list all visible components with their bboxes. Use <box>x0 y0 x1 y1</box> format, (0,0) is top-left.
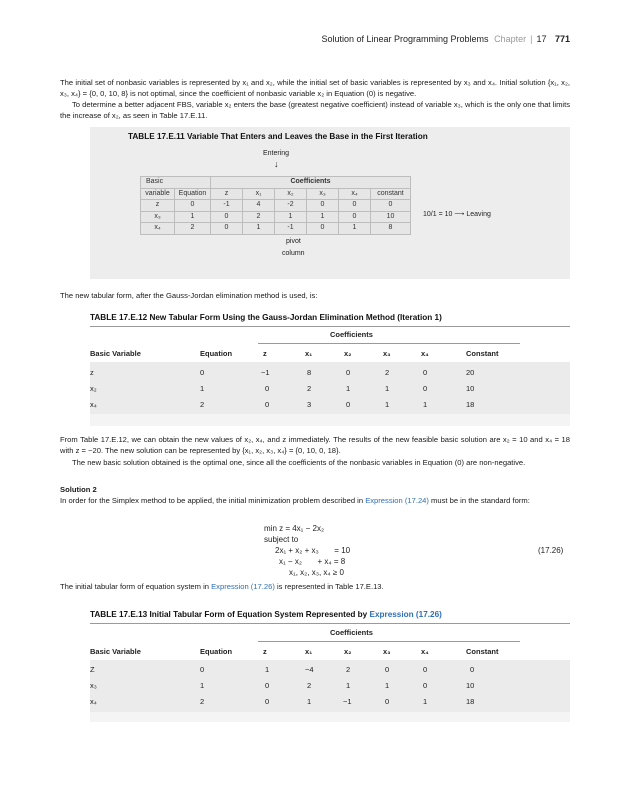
table-13-top-rule <box>90 623 570 624</box>
table-row <box>141 211 411 223</box>
table-11-cell: -1 <box>275 223 307 235</box>
table-12-title: TABLE 17.E.12 New Tabular Form Using the Gauss-Jordan Elimination Method (Iteration 1) <box>90 313 442 322</box>
table-11-title: TABLE 17.E.11 Variable That Enters and Leaves the Base in the First Iteration <box>128 132 428 141</box>
table-12-footer-strip <box>90 414 570 426</box>
table-13-header: x₄ <box>421 647 429 656</box>
table-13-cell: 18 <box>466 697 475 706</box>
table-13-header: Equation <box>200 647 233 656</box>
header-title: Solution of Linear Programming Problems <box>321 34 489 44</box>
leaving-label: Leaving <box>466 211 491 218</box>
paragraph-optimal: The new basic solution obtained is the optimal one, since all the coefficients of the nonbasic variables in Equation (0) are non-negative. <box>72 458 526 467</box>
table-12-coefficients-label: Coefficients <box>330 330 373 339</box>
table-12-cell: 1 <box>385 400 390 409</box>
table-13-cell: 0 <box>470 665 475 674</box>
table-11-cell: 1 <box>243 223 275 235</box>
table-12-header: x₄ <box>421 349 429 358</box>
table-12-cell: 1 <box>385 384 390 393</box>
table-11-cell: 1 <box>175 211 211 223</box>
table-11-basic-label: Basic <box>141 177 211 189</box>
table-13-cell: x₃ <box>90 681 97 690</box>
table-13-cell: 0 <box>423 665 428 674</box>
paragraph-nonbasic: The initial set of nonbasic variables is represented by x₁ and x₂, while the initial set of basic variables is represented by x₃ and x₄. Initial solution {x₁, x₂, x₃, x₄} = {0, 0, 10, 8} is not optimal, since the coefficient of nonbasic variable x₂ in Equation (0) is negative. <box>60 78 570 98</box>
table-12-cell: 18 <box>466 400 475 409</box>
table-12-cell: x₂ <box>90 384 97 393</box>
table-11-header: variable <box>141 188 175 200</box>
table-12-header: x₂ <box>344 349 352 358</box>
table-12-cell: 2 <box>307 384 312 393</box>
table-12-cell: 0 <box>346 368 351 377</box>
table-13-cell: −4 <box>305 665 314 674</box>
solution-2-heading: Solution 2 <box>60 485 97 494</box>
paragraph-entering: To determine a better adjacent FBS, variable x₂ enters the base (greatest negative coefficient) instead of variable x₃, which is the only one that limits the increase of x₂, as seen in Table 17.E.11. <box>60 100 570 120</box>
table-11-cell: 1 <box>275 211 307 223</box>
table-13-cell: 2 <box>200 697 205 706</box>
table-11-coefficients-label: Coefficients <box>211 177 411 189</box>
table-11-cell: -1 <box>211 200 243 212</box>
expression-17-24-link[interactable]: Expression (17.24) <box>365 496 429 505</box>
paragraph-initial-tabular <box>60 581 570 592</box>
table-11-cell: 0 <box>339 211 371 223</box>
table-11-cell: 0 <box>175 200 211 212</box>
table-13-cell: 1 <box>423 697 428 706</box>
table-12-header: Constant <box>466 349 499 358</box>
table-13-cell: 0 <box>423 681 428 690</box>
table-11-header: constant <box>371 188 411 200</box>
table-12-cell: 2 <box>200 400 205 409</box>
table-13-cell: 1 <box>265 665 270 674</box>
table-12-cell: x₄ <box>90 400 97 409</box>
table-12-cell: 0 <box>423 384 428 393</box>
table-11-cell: -2 <box>275 200 307 212</box>
table-12-header: Basic Variable <box>90 349 141 358</box>
table-12-cell: 0 <box>265 400 270 409</box>
paragraph-text: The initial tabular form of equation system in <box>60 582 212 591</box>
paragraph-new-tabular: The new tabular form, after the Gauss-Jordan elimination method is used, is: <box>60 291 318 300</box>
table-11-header: z <box>211 188 243 200</box>
table-13-cell: 1 <box>346 681 351 690</box>
header-chapter-number: 17 <box>536 34 547 44</box>
table-12-cell: −1 <box>261 368 270 377</box>
equation-number: (17.26) <box>538 546 564 555</box>
running-header <box>321 33 570 46</box>
table-11-cell: 8 <box>371 223 411 235</box>
table-11-cell: x₃ <box>141 211 175 223</box>
ratio-test <box>423 210 491 220</box>
table-13-header: Constant <box>466 647 499 656</box>
entering-arrow-icon: ↓ <box>274 159 279 169</box>
table-13-title <box>90 609 442 621</box>
table-11-header: x₄ <box>339 188 371 200</box>
table-11-cell: 10 <box>371 211 411 223</box>
math-nonnegativity: x₁, x₂, x₃, x₄ ≥ 0 <box>289 568 344 577</box>
table-12-header: z <box>263 349 267 358</box>
table-13-cell: 1 <box>385 681 390 690</box>
table-13-header: z <box>263 647 267 656</box>
table-12-cell: 10 <box>466 384 475 393</box>
header-chapter: Chapter <box>494 34 527 44</box>
table-11-cell: 2 <box>243 211 275 223</box>
table-12-body <box>90 362 570 414</box>
table-11-cell: 1 <box>339 223 371 235</box>
paragraph-results: From Table 17.E.12, we can obtain the new values of x₂, x₄, and z immediately. The results of the new feasible basic solution are x₂ = 10 and x₄ = 18 with z = −20. The new solution can be represented by {x₁, x₂, x₃, x₄} = {0, 10, 0, 18}. <box>60 435 570 455</box>
table-12-cell: 0 <box>265 384 270 393</box>
table-13-cell: 2 <box>307 681 312 690</box>
table-13-cell: 0 <box>385 665 390 674</box>
table-11-header: x₁ <box>243 188 275 200</box>
table-13-coef-rule <box>258 641 520 642</box>
table-12-header: x₁ <box>305 349 313 358</box>
table-row <box>141 223 411 235</box>
table-12-cell: 3 <box>307 400 312 409</box>
table-13-cell: x₄ <box>90 697 97 706</box>
paragraph-standard-form <box>60 495 570 506</box>
table-11-cell: z <box>141 200 175 212</box>
header-separator: | <box>530 34 533 44</box>
table-13-cell: 2 <box>346 665 351 674</box>
table-row <box>141 188 411 200</box>
paragraph-text: must be in the standard form: <box>428 496 530 505</box>
table-12-cell: 1 <box>346 384 351 393</box>
table-13-title-text: TABLE 17.E.13 Initial Tabular Form of Equation System Represented by <box>90 610 370 619</box>
entering-label: Entering <box>263 150 290 157</box>
table-11-header: x₂ <box>275 188 307 200</box>
table-12-header: x₃ <box>383 349 391 358</box>
table-12-cell: z <box>90 368 94 377</box>
table-13-cell: 0 <box>200 665 205 674</box>
table-11 <box>140 176 411 235</box>
table-11-header: x₃ <box>307 188 339 200</box>
table-12-cell: 2 <box>385 368 390 377</box>
table-11-cell: x₄ <box>141 223 175 235</box>
math-objective: min z = 4x₁ − 2x₂ <box>264 524 325 533</box>
table-13-footer-strip <box>90 712 570 722</box>
table-12-cell: 0 <box>346 400 351 409</box>
table-row <box>141 200 411 212</box>
expression-17-26-link[interactable]: Expression (17.26) <box>211 582 275 591</box>
table-12-cell: 0 <box>423 368 428 377</box>
table-12-cell: 1 <box>423 400 428 409</box>
ratio-arrow-icon: ⟶ <box>454 211 465 218</box>
table-11-cell: 2 <box>175 223 211 235</box>
table-12-cell: 0 <box>200 368 205 377</box>
table-13-cell: 10 <box>466 681 475 690</box>
table-13-header: Basic Variable <box>90 647 141 656</box>
math-constraint-1: 2x₁ + x₂ + x₃ = 10 <box>275 546 351 555</box>
math-constraint-2: x₁ − x₂ + x₄ = 8 <box>279 557 346 566</box>
table-13-cell: 1 <box>307 697 312 706</box>
paragraph-text: In order for the Simplex method to be applied, the initial minimization problem described in <box>60 496 366 505</box>
table-11-cell: 0 <box>371 200 411 212</box>
table-11-cell: 0 <box>307 200 339 212</box>
table-11-cell: 0 <box>211 223 243 235</box>
table-13-header: x₂ <box>344 647 352 656</box>
table-11-cell: 4 <box>243 200 275 212</box>
table-11-cell: 0 <box>339 200 371 212</box>
column-label: column <box>282 250 305 257</box>
math-subject-to: subject to <box>264 535 299 544</box>
table-13-cell: 0 <box>265 681 270 690</box>
table-13-coefficients-label: Coefficients <box>330 628 373 637</box>
table-13-cell: 1 <box>200 681 205 690</box>
table-12-header: Equation <box>200 349 233 358</box>
table-12-cell: 1 <box>200 384 205 393</box>
ratio-value: 10/1 = 10 <box>423 211 453 218</box>
table-12-top-rule <box>90 326 570 327</box>
table-13-cell: −1 <box>343 697 352 706</box>
table-12-cell: 20 <box>466 368 475 377</box>
table-13-expression-link[interactable]: Expression (17.26) <box>369 610 442 619</box>
table-13-cell: 0 <box>265 697 270 706</box>
pivot-label: pivot <box>286 238 301 245</box>
table-12-coef-rule <box>258 343 520 344</box>
paragraph-text: is represented in Table 17.E.13. <box>274 582 384 591</box>
table-13-cell: Z <box>90 665 95 674</box>
table-11-cell: 1 <box>307 211 339 223</box>
table-row <box>141 177 411 189</box>
table-13-body <box>90 660 570 712</box>
table-12-cell: 8 <box>307 368 312 377</box>
page-number: 771 <box>554 34 570 44</box>
table-13-header: x₁ <box>305 647 313 656</box>
table-11-header: Equation <box>175 188 211 200</box>
table-13-cell: 0 <box>385 697 390 706</box>
table-13-header: x₃ <box>383 647 391 656</box>
table-11-cell: 0 <box>307 223 339 235</box>
table-11-cell: 0 <box>211 211 243 223</box>
